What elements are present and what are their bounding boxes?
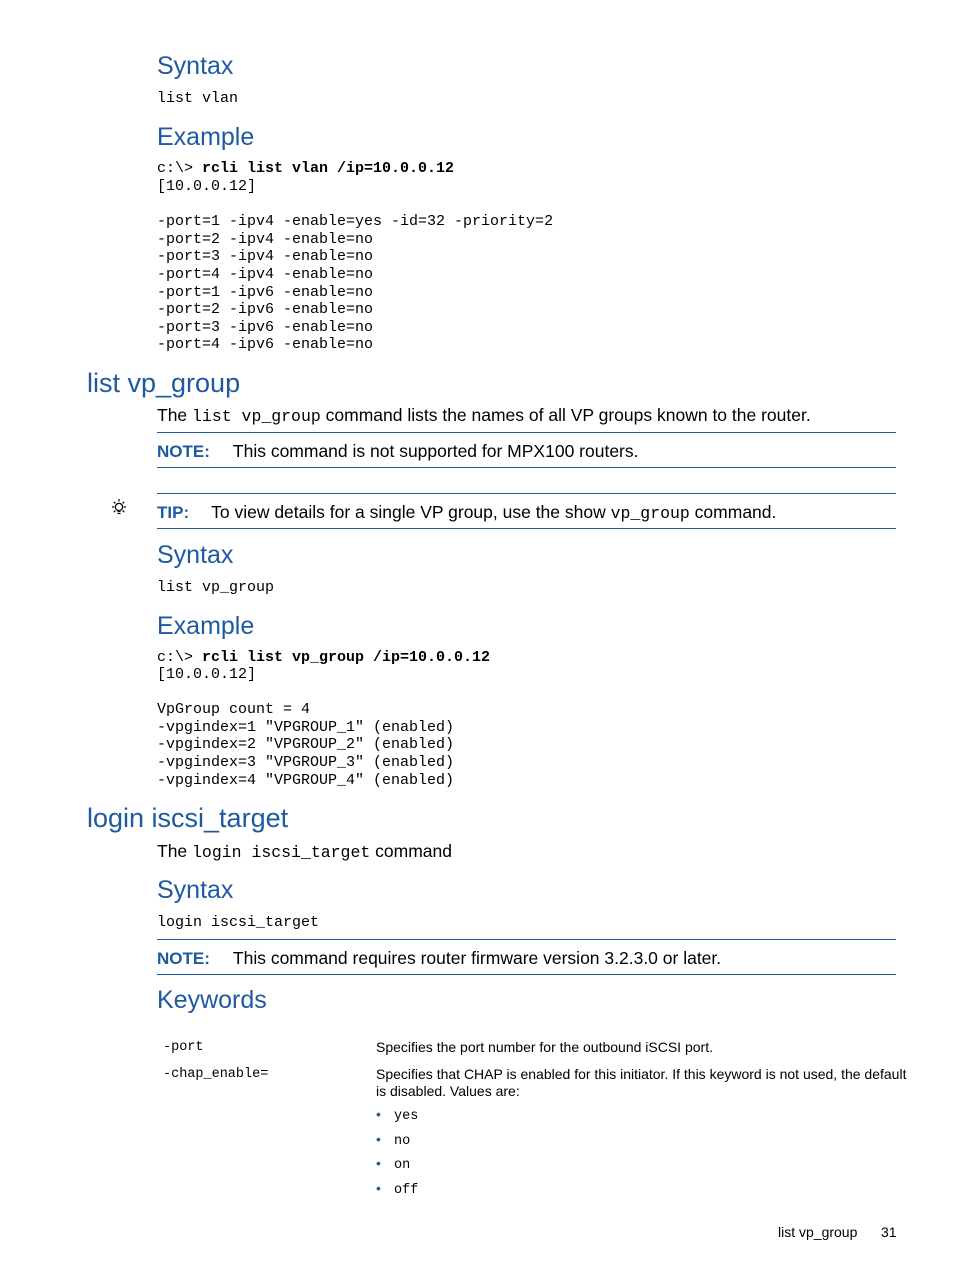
keyword-desc-chap-enable: Specifies that CHAP is enabled for this initiator. If this keyword is not used, the default [376,1066,907,1082]
page-number: 31 [881,1224,897,1240]
value-yes: yes [394,1109,419,1124]
bullet-icon: • [376,1155,381,1171]
desc-text: command [370,841,452,861]
example-prompt: c:\> [157,649,203,666]
tip-top-rule [157,493,896,494]
lightbulb-icon [108,497,130,524]
example-prompt: c:\> [157,160,203,177]
keyword-desc-port: Specifies the port number for the outbound iSCSI port. [376,1039,713,1055]
note-label: NOTE: [157,442,210,461]
login-iscsi-target-description [157,840,452,864]
note-top-rule [157,432,896,433]
example-heading: Example [157,612,255,640]
syntax-heading: Syntax [157,541,234,569]
value-no: no [394,1134,411,1149]
tip-text: command. [689,502,777,522]
desc-text: The [157,405,193,425]
note-bottom-rule [157,467,896,468]
bullet-icon: • [376,1106,381,1122]
note-box [157,440,639,463]
example-output: [10.0.0.12] VpGroup count = 4 -vpgindex=1 "VPGROUP_1" (enabled) -vpgindex=2 "VPGROUP_2" (enabled) -vpgindex=3 "VPGROUP_3" (enabled) -vpgindex=4 "VPGROUP_4" (enabled) [157,666,455,789]
example-command-line [157,160,454,178]
footer-section-name: list vp_group [778,1224,858,1240]
example-heading: Example [157,123,255,151]
list-vp-group-description [157,404,811,428]
keyword-term-port: -port [163,1040,204,1055]
note-bottom-rule [157,974,896,975]
section-title-login-iscsi-target: login iscsi_target [87,803,289,833]
value-off: off [394,1183,419,1198]
tip-box [157,501,776,525]
example-command: rcli list vlan /ip=10.0.0.12 [202,160,455,177]
note-text: This command requires router firmware version 3.2.3.0 or later. [232,948,722,968]
bullet-icon: • [376,1131,381,1147]
syntax-code: list vp_group [157,579,275,596]
value-on: on [394,1158,411,1173]
inline-code: list vp_group [192,407,321,426]
syntax-code: list vlan [157,90,239,107]
example-command-line [157,649,490,667]
note-top-rule [157,939,896,940]
inline-code: login iscsi_target [192,843,371,862]
keyword-term-chap-enable: -chap_enable= [163,1067,269,1082]
tip-label: TIP: [157,503,190,522]
note-box [157,947,721,970]
example-command: rcli list vp_group /ip=10.0.0.12 [202,649,491,666]
syntax-heading: Syntax [157,52,234,80]
list-item [376,1106,418,1125]
desc-text: The [157,841,193,861]
syntax-heading: Syntax [157,876,234,904]
keyword-desc-chap-enable-line2: is disabled. Values are: [376,1083,520,1099]
desc-text: command lists the names of all VP groups known to the router. [320,405,811,425]
example-output: [10.0.0.12] -port=1 -ipv4 -enable=yes -id=32 -priority=2 -port=2 -ipv4 -enable=no -port=3 -ipv4 -enable=no -port=4 -ipv4 -enable=no -port=1 -ipv6 -enable=no -port=2 -ipv6 -enable=no -port=3 -ipv6 -enable=no -port=4 -ipv6 -enable=no [157,178,554,354]
inline-code: vp_group [610,504,690,523]
tip-text: To view details for a single VP group, use the show [211,502,611,522]
list-item [376,1180,418,1199]
list-item [376,1155,410,1174]
syntax-code: login iscsi_target [157,914,320,931]
list-item [376,1131,410,1150]
section-title-list-vp-group: list vp_group [87,368,241,398]
keywords-heading: Keywords [157,986,267,1014]
bullet-icon: • [376,1180,381,1196]
note-label: NOTE: [157,949,210,968]
note-text: This command is not supported for MPX100 routers. [232,441,639,461]
tip-bottom-rule [157,528,896,529]
